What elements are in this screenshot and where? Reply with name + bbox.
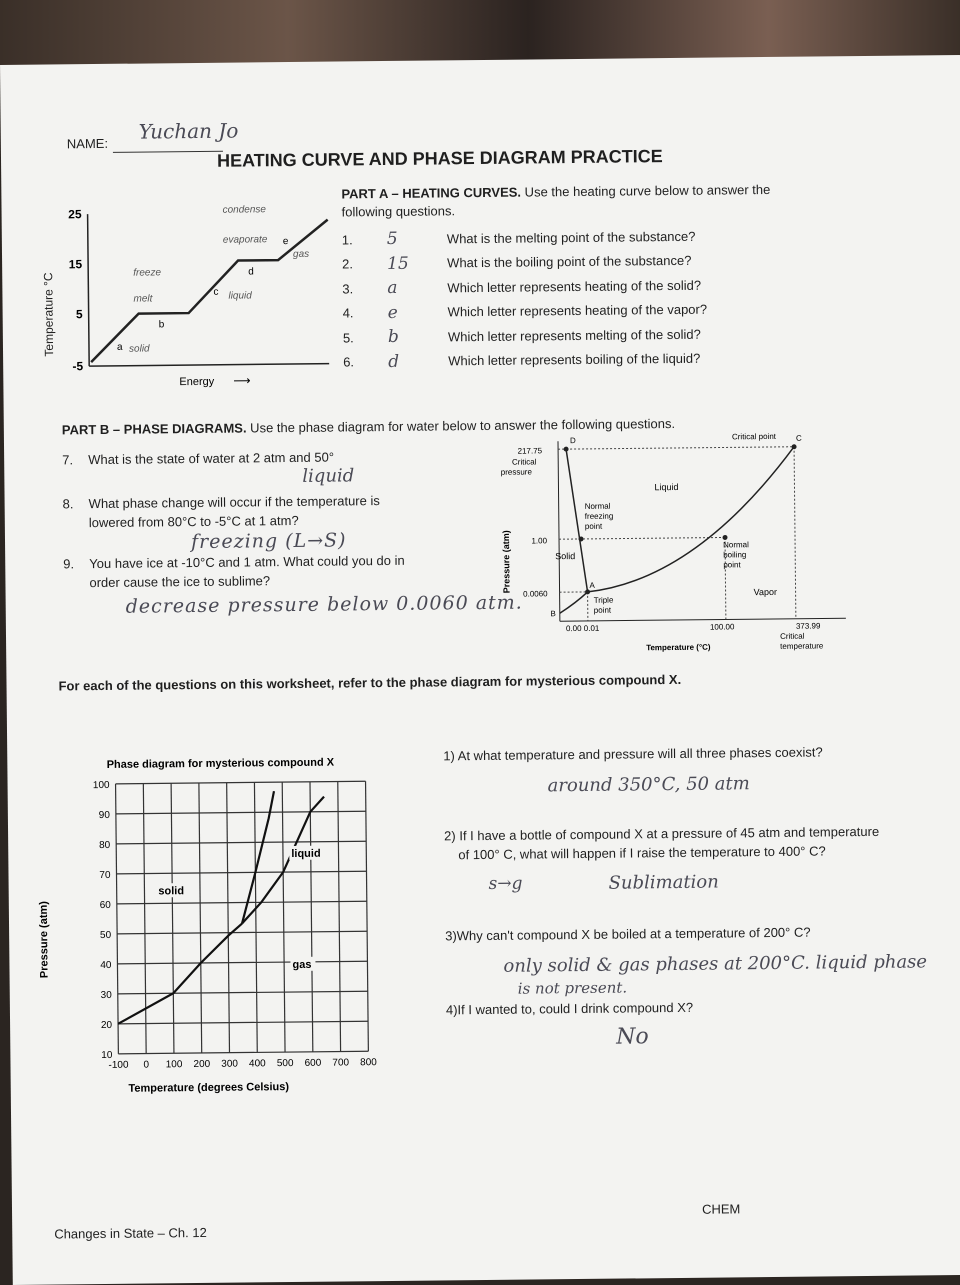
cx-vgrid-line <box>310 782 313 1052</box>
cx-ytick-label: 60 <box>100 900 112 911</box>
heating-curve-xlabel: Energy <box>179 376 214 388</box>
cx-vgrid-line <box>171 783 174 1053</box>
heating-curve-y-axis <box>88 214 90 366</box>
cx-hgrid-line <box>117 961 367 964</box>
ytick-15: 15 <box>69 257 83 271</box>
question-number: 4. <box>343 305 388 320</box>
cx-ticks <box>93 777 377 1071</box>
question-answer: 15 <box>387 253 447 274</box>
cx-region-label-solid: solid <box>158 885 184 897</box>
segment-c: c <box>213 287 218 298</box>
cx-ylabel: Pressure (atm) <box>38 901 51 978</box>
q8-answer: freezing (L→S) <box>191 529 347 553</box>
note-solid: solid <box>129 343 150 354</box>
cx-xtick-label: 300 <box>221 1059 238 1070</box>
triple-line2: point <box>594 606 612 615</box>
cx-vgrid-line <box>366 781 369 1051</box>
compound-x-phase-diagram <box>35 751 409 1105</box>
question-answer: e <box>388 302 448 323</box>
water-ylabel: Pressure (atm) <box>501 530 512 593</box>
cx-xlabel: Temperature (degrees Celsius) <box>128 1081 289 1095</box>
vapor-region-label: Vapor <box>754 587 777 597</box>
cx-xtick-label: 600 <box>305 1058 322 1069</box>
question-text: Which letter represents melting of the solid? <box>448 326 701 344</box>
cx-q2-answer1: s→g <box>489 874 523 894</box>
energy-arrow-icon: ⟶ <box>233 373 250 387</box>
question-number: 9. <box>63 554 89 573</box>
one-atm-dash <box>559 537 725 539</box>
worksheet-title: HEATING CURVE AND PHASE DIAGRAM PRACTICE <box>217 146 663 172</box>
heating-curve-line <box>90 220 329 362</box>
cx-q2-text <box>444 821 914 864</box>
point-d-marker <box>564 447 569 452</box>
cx-xtick-label: -100 <box>108 1060 129 1071</box>
question-text: What is the melting point of the substance? <box>447 229 696 247</box>
question-text: Which letter represents heating of the vapor? <box>448 302 708 320</box>
cx-phase-boundary <box>241 791 276 923</box>
part-b-q9 <box>63 550 493 593</box>
cx-q1-answer: around 350°C, 50 atm <box>547 773 749 796</box>
name-value: Yuchan Jo <box>139 119 239 144</box>
cx-title: Phase diagram for mysterious compound X <box>107 757 335 771</box>
nbp-line1: Normal <box>723 540 749 549</box>
note-evaporate: evaporate <box>223 234 268 245</box>
question-text: Which letter represents heating of the solid? <box>447 277 701 295</box>
cx-lines <box>116 791 327 1024</box>
crit-temp-label2: temperature <box>780 641 824 650</box>
nfp-line3: point <box>585 522 603 531</box>
part-b-q8 <box>63 490 493 533</box>
crit-pressure-dash <box>558 447 794 449</box>
crit-pressure-label2: pressure <box>501 467 533 476</box>
ytick-neg5: -5 <box>72 359 83 373</box>
cx-hgrid-line <box>118 1021 368 1024</box>
cx-q2-line2: of 100° C, what will happen if I raise the temperature to 400° C? <box>444 840 914 864</box>
question-text: What phase change will occur if the temperature is <box>89 493 380 511</box>
normal-boiling-marker <box>722 535 727 540</box>
cx-hgrid-line <box>118 991 368 994</box>
cx-phase-boundary <box>117 924 243 1024</box>
footer-left: Changes in State – Ch. 12 <box>54 1225 207 1242</box>
cx-q3-answer1: only solid & gas phases at 200°C. liquid phase <box>503 951 927 976</box>
name-underline <box>113 151 223 153</box>
crit-temp-label1: Critical <box>780 632 805 641</box>
cx-q4-answer: No <box>616 1024 649 1049</box>
cx-vgrid-line <box>282 782 285 1052</box>
part-b-q7 <box>62 448 492 468</box>
question-text-line2: order cause the ice to sublime? <box>63 569 493 593</box>
nfp-line1: Normal <box>585 502 611 511</box>
water-y-axis <box>558 441 560 621</box>
p-one-value: 1.00 <box>531 536 547 545</box>
t-crit-value: 373.99 <box>796 621 821 630</box>
crit-pressure-label1: Critical <box>512 457 537 466</box>
note-liquid: liquid <box>228 290 252 301</box>
cx-xtick-label: 800 <box>360 1057 377 1068</box>
footer-right: CHEM <box>702 1201 740 1216</box>
point-c: C <box>796 434 802 443</box>
cx-hgrid-line <box>116 811 366 814</box>
cx-q3-answer2: is not present. <box>518 979 628 998</box>
ytick-25: 25 <box>68 207 82 221</box>
question-answer: d <box>388 351 448 372</box>
t-100: 100.00 <box>710 622 735 631</box>
point-a: A <box>589 581 595 590</box>
part-a-heading: PART A – HEATING CURVES. <box>341 185 521 202</box>
solid-region-label: Solid <box>555 551 575 561</box>
cx-ytick-label: 80 <box>99 840 111 851</box>
cx-ytick-label: 10 <box>101 1050 113 1061</box>
question-number: 3. <box>342 281 387 296</box>
question-number: 7. <box>62 452 88 467</box>
cx-xtick-label: 400 <box>249 1058 266 1069</box>
cx-hgrid-line <box>118 1051 368 1054</box>
cx-vgrid-line <box>143 784 146 1054</box>
nbp-line2: boiling <box>723 550 746 559</box>
part-a-questions <box>342 223 814 375</box>
cx-vgrid-line <box>199 783 202 1053</box>
point-b: B <box>550 609 555 618</box>
compound-x-intro: For each of the questions on this worksheet, refer to the phase diagram for mysterious compound X. <box>58 670 818 693</box>
cx-hgrid-line <box>117 901 367 904</box>
segment-d: d <box>248 266 254 277</box>
heating-curve-x-axis <box>89 364 329 367</box>
cx-hgrid-line <box>117 931 367 934</box>
nfp-line2: freezing <box>585 512 614 521</box>
vaporization-curve <box>586 447 795 592</box>
q7-answer: liquid <box>302 465 354 487</box>
question-number: 1. <box>342 232 387 247</box>
worksheet-page <box>0 55 960 1285</box>
note-melt: melt <box>133 293 153 304</box>
cx-ytick-label: 90 <box>99 810 111 821</box>
part-b-heading: PART B – PHASE DIAGRAMS. <box>62 420 247 437</box>
note-gas: gas <box>293 249 309 260</box>
cx-q2-answer2: Sublimation <box>609 872 719 894</box>
part-a-header <box>341 181 811 222</box>
note-freeze: freeze <box>133 267 161 278</box>
p-triple-value: 0.0060 <box>523 589 548 598</box>
cx-ytick-label: 50 <box>100 930 112 941</box>
cx-hgrid-line <box>116 781 366 784</box>
note-condense: condense <box>223 204 267 215</box>
cx-grid <box>116 781 369 1054</box>
cx-vgrid-line <box>254 782 257 1052</box>
cx-region-label-gas: gas <box>292 959 311 971</box>
cx-vgrid-line <box>338 782 341 1052</box>
ytick-5: 5 <box>76 307 83 321</box>
cx-q3-text: 3)Why can't compound X be boiled at a temperature of 200° C? <box>445 924 905 944</box>
question-number: 8. <box>63 494 89 513</box>
question-text: Which letter represents boiling of the liquid? <box>448 351 700 369</box>
t-ticks: 0.00 0.01 <box>566 624 600 633</box>
cx-xtick-label: 100 <box>166 1059 183 1070</box>
question-number: 2. <box>342 256 387 271</box>
crit-pressure-value: 217.75 <box>518 446 543 455</box>
cx-ytick-label: 40 <box>100 960 112 971</box>
cx-vgrid-line <box>116 784 119 1054</box>
question-text: What is the state of water at 2 atm and 50° <box>88 450 334 468</box>
segment-e: e <box>283 236 289 247</box>
question-number: 5. <box>343 330 388 345</box>
cx-q4-text: 4)If I wanted to, could I drink compound X? <box>446 998 906 1018</box>
cx-ytick-label: 20 <box>101 1020 113 1031</box>
cx-ytick-label: 30 <box>101 990 113 1001</box>
cx-vgrid-line <box>227 783 230 1053</box>
question-text-line2: lowered from 80°C to -5°C at 1 atm? <box>63 509 493 533</box>
crit-temp-dash <box>794 447 796 619</box>
cx-hgrid-line <box>117 871 367 874</box>
name-label: NAME: <box>67 136 108 151</box>
q9-answer: decrease pressure below 0.0060 atm. <box>126 592 523 618</box>
cx-xtick-label: 500 <box>277 1058 294 1069</box>
liquid-region-label: Liquid <box>654 482 678 492</box>
sublimation-curve <box>560 592 588 613</box>
question-answer: 5 <box>387 229 447 250</box>
nbp-line3: point <box>723 560 741 569</box>
cx-ytick-label: 100 <box>93 780 110 791</box>
cx-hgrid-line <box>116 841 366 844</box>
cx-q2-line1: 2) If I have a bottle of compound X at a pressure of 45 atm and temperature <box>444 821 914 845</box>
question-answer: b <box>388 327 448 348</box>
part-b-instructions: Use the phase diagram for water below to answer the following questions. <box>250 416 675 435</box>
question-number: 6. <box>343 354 388 369</box>
critical-point-label: Critical point <box>732 432 777 441</box>
cx-q1-text: 1) At what temperature and pressure will all three phases coexist? <box>443 744 903 764</box>
water-phase-diagram <box>494 428 866 668</box>
cx-xtick-label: 0 <box>143 1060 149 1071</box>
cx-xtick-label: 200 <box>193 1059 210 1070</box>
segment-b: b <box>159 319 165 330</box>
part-a-instructions: Use the heating curve below to answer the following questions. <box>342 182 771 219</box>
water-xlabel: Temperature (°C) <box>646 643 711 653</box>
question-answer: a <box>387 278 447 299</box>
cx-region-label-liquid: liquid <box>291 848 320 860</box>
part-a-question <box>343 345 813 374</box>
segment-a: a <box>117 342 123 353</box>
triple-line1: Triple <box>594 596 614 605</box>
heating-curve-ylabel: Temperature °C <box>41 272 56 357</box>
question-text: You have ice at -10°C and 1 atm. What could you do in <box>89 553 405 571</box>
cx-xtick-label: 700 <box>332 1057 349 1068</box>
question-text: What is the boiling point of the substance? <box>447 253 691 271</box>
heating-curve-graph <box>37 202 339 395</box>
point-d: D <box>570 436 576 445</box>
cx-ytick-label: 70 <box>99 870 111 881</box>
